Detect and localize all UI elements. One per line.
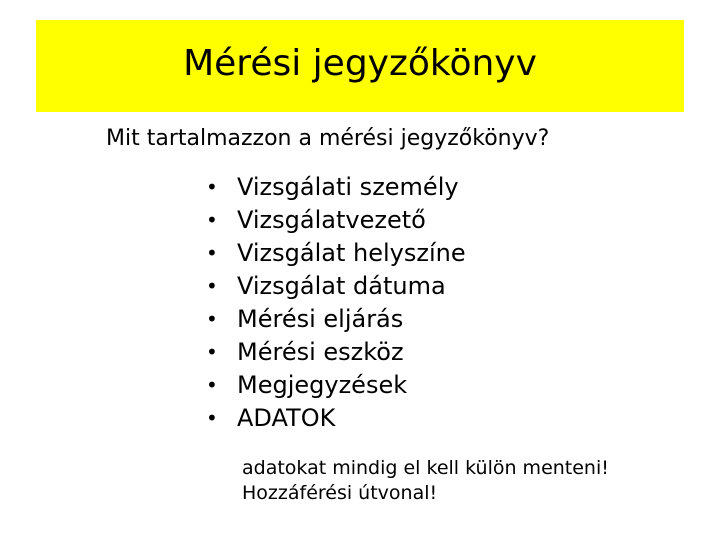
list-item xyxy=(206,203,466,236)
data-note xyxy=(242,456,609,506)
list-item-text: Vizsgálati személy xyxy=(237,172,459,201)
bullet-icon: • xyxy=(206,339,218,364)
list-item xyxy=(206,401,466,434)
note-line-access-path: Hozzáférési útvonal! xyxy=(242,482,438,504)
note-line-backup: adatokat mindig el kell külön menteni! xyxy=(242,457,609,479)
list-item-text: Vizsgálatvezető xyxy=(237,205,426,234)
bullet-icon: • xyxy=(206,372,218,397)
content-bullet-list xyxy=(206,170,466,434)
list-item-text: Mérési eljárás xyxy=(237,304,404,333)
list-item xyxy=(206,302,466,335)
bullet-icon: • xyxy=(206,207,218,232)
list-item-text: ADATOK xyxy=(237,403,336,432)
list-item xyxy=(206,368,466,401)
bullet-icon: • xyxy=(206,174,218,199)
list-item xyxy=(206,170,466,203)
list-item-text: Megjegyzések xyxy=(237,370,408,399)
slide-question: Mit tartalmazzon a mérési jegyzőkönyv? xyxy=(106,126,550,151)
list-item-text: Vizsgálat dátuma xyxy=(237,271,446,300)
bullet-icon: • xyxy=(206,405,218,430)
bullet-icon: • xyxy=(206,240,218,265)
bullet-icon: • xyxy=(206,306,218,331)
list-item xyxy=(206,269,466,302)
list-item-text: Vizsgálat helyszíne xyxy=(237,238,466,267)
list-item xyxy=(206,236,466,269)
bullet-icon: • xyxy=(206,273,218,298)
list-item-text: Mérési eszköz xyxy=(237,337,404,366)
list-item xyxy=(206,335,466,368)
slide-title: Mérési jegyzőkönyv xyxy=(183,42,537,84)
title-banner xyxy=(36,20,684,112)
